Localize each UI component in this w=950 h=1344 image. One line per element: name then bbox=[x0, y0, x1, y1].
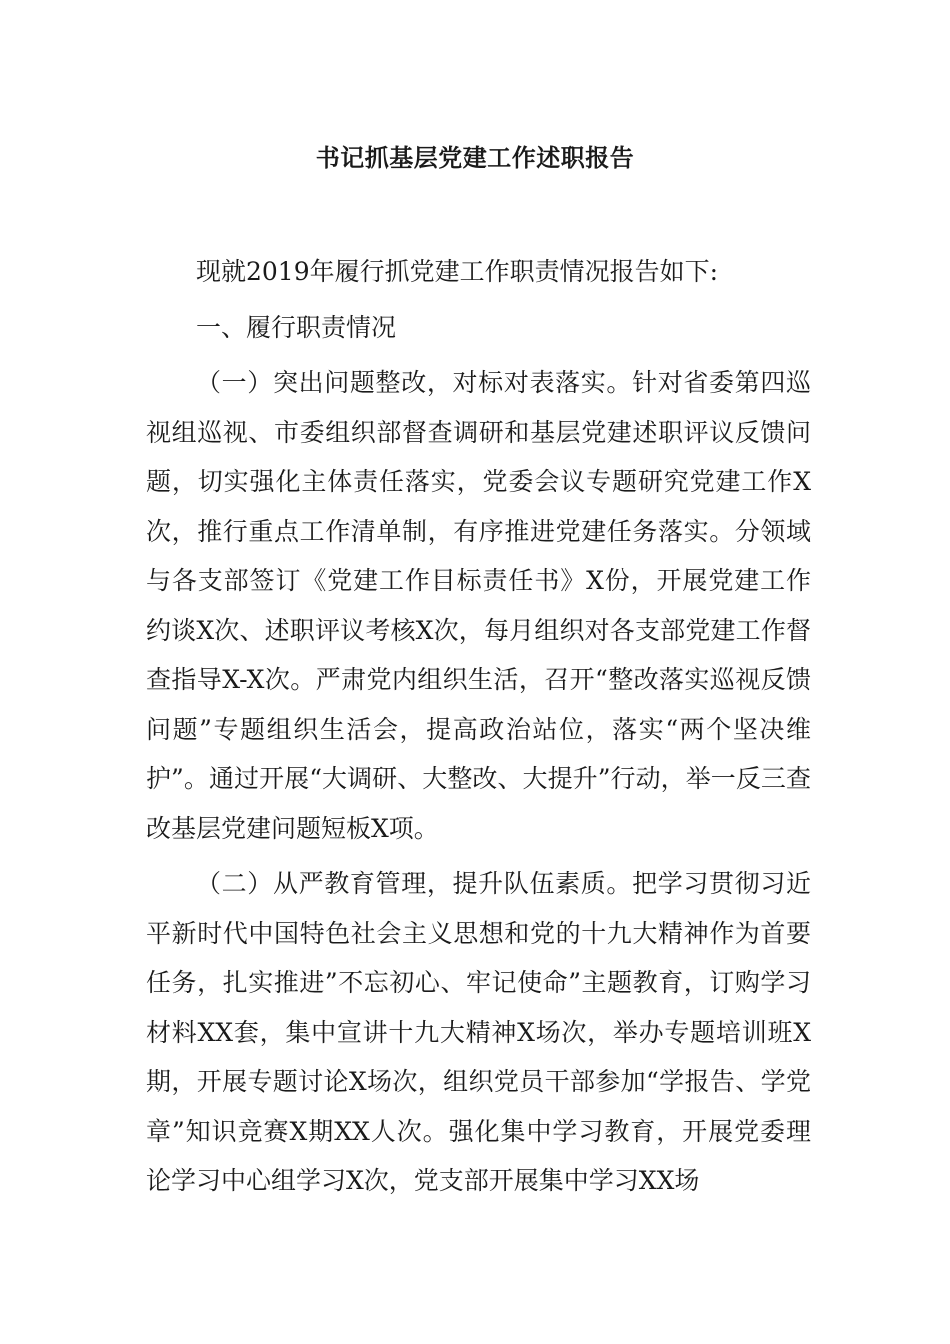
intro-paragraph: 现就2019年履行抓党建工作职责情况报告如下: bbox=[196, 257, 719, 286]
document-body bbox=[146, 247, 811, 1206]
document-title: 书记抓基层党建工作述职报告 bbox=[315, 144, 635, 172]
paragraph-education-management: （二）从严教育管理，提升队伍素质。把学习贯彻习近平新时代中国特色社会主义思想和党的十九大精神作为首要任务，扎实推进”不忘初心、牢记使命”主题教育，订购学习材料XX套，集中宣讲十九大精神X场次，举办专题培训班X期，开展专题讨论X场次，组织党员干部参加“学报告、学党章”知识竞赛X期XX人次。强化集中学习教育，开展党委理论学习中心组学习X次，党支部开展集中学习XX场 bbox=[146, 869, 811, 1195]
paragraph-problem-rectification: （一）突出问题整改，对标对表落实。针对省委第四巡视组巡视、市委组织部督查调研和基层党建述职评议反馈问题，切实强化主体责任落实，党委会议专题研究党建工作X次，推行重点工作清单制，有序推进党建任务落实。分领域与各支部签订《党建工作目标责任书》X份，开展党建工作约谈X次、述职评议考核X次，每月组织对各支部党建工作督查指导X-X次。严肃党内组织生活，召开“整改落实巡视反馈问题”专题组织生活会，提高政治站位，落实“两个坚决维护”。通过开展“大调研、大整改、大提升”行动，举一反三查改基层党建问题短板X项。 bbox=[146, 368, 811, 843]
section-heading: 一、履行职责情况 bbox=[196, 312, 397, 342]
